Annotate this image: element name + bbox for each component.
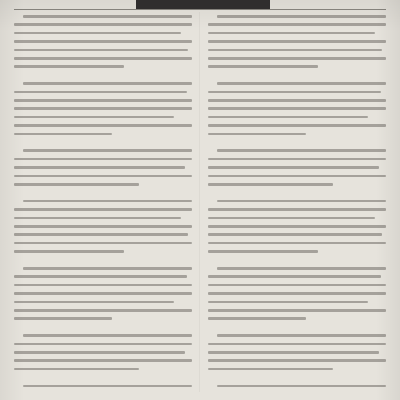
left-text-line <box>14 284 192 287</box>
left-text-line <box>14 275 187 278</box>
left-text-line <box>23 15 192 18</box>
left-text-line <box>14 250 124 253</box>
right-text-line <box>217 200 386 203</box>
left-text-line <box>23 334 192 337</box>
left-text-line <box>14 217 181 220</box>
right-text-line <box>208 23 386 26</box>
right-text-line <box>217 15 386 18</box>
right-text-line <box>208 233 382 236</box>
header-band <box>136 0 270 9</box>
right-text-line <box>217 82 386 85</box>
left-text-line <box>14 183 139 186</box>
left-text-line <box>14 166 185 169</box>
left-text-line <box>14 116 174 119</box>
right-text-line <box>208 32 375 35</box>
right-text-line <box>208 166 379 169</box>
right-text-line <box>217 385 386 388</box>
right-text-line <box>208 107 386 110</box>
right-text-line <box>208 99 386 102</box>
right-text-line <box>208 225 386 228</box>
right-text-line <box>208 242 386 245</box>
left-text-line <box>14 40 192 43</box>
left-text-line <box>14 368 139 371</box>
left-text-line <box>14 309 192 312</box>
left-text-line <box>23 200 192 203</box>
right-text-line <box>208 309 386 312</box>
left-text-line <box>14 158 192 161</box>
left-text-line <box>14 225 192 228</box>
right-text-line <box>217 267 386 270</box>
left-text-line <box>14 343 192 346</box>
left-text-line <box>14 32 181 35</box>
left-text-line <box>14 233 188 236</box>
left-text-line <box>14 91 187 94</box>
right-text-line <box>208 57 386 60</box>
left-text-line <box>14 23 192 26</box>
left-text-line <box>14 242 192 245</box>
left-text-line <box>14 57 192 60</box>
right-text-line <box>208 343 386 346</box>
right-text-line <box>217 334 386 337</box>
left-text-line <box>14 351 185 354</box>
right-text-line <box>208 49 382 52</box>
right-text-line <box>208 116 368 119</box>
right-text-line <box>208 292 386 295</box>
right-text-line <box>208 175 386 178</box>
left-text-line <box>14 107 192 110</box>
left-text-line <box>14 208 192 211</box>
left-text-line <box>23 385 192 388</box>
right-text-line <box>208 301 368 304</box>
right-text-line <box>208 359 386 362</box>
left-text-line <box>14 99 192 102</box>
left-text-line <box>14 301 174 304</box>
right-text-line <box>208 91 381 94</box>
left-text-line <box>14 359 192 362</box>
right-column <box>208 12 386 396</box>
right-text-line <box>208 284 386 287</box>
right-text-line <box>208 40 386 43</box>
left-text-line <box>14 175 192 178</box>
right-text-line <box>217 149 386 152</box>
left-column <box>14 12 192 396</box>
left-text-line <box>14 317 112 320</box>
left-text-line <box>14 124 192 127</box>
left-text-line <box>14 65 124 68</box>
right-text-line <box>208 368 333 371</box>
left-text-line <box>23 149 192 152</box>
right-text-line <box>208 124 386 127</box>
right-text-line <box>208 250 318 253</box>
header-rule <box>14 9 386 10</box>
right-text-line <box>208 217 375 220</box>
column-gutter <box>199 12 200 392</box>
left-text-line <box>14 49 188 52</box>
right-text-line <box>208 275 381 278</box>
left-text-line <box>14 133 112 136</box>
right-text-line <box>208 133 306 136</box>
left-text-line <box>23 82 192 85</box>
right-text-line <box>208 65 318 68</box>
right-text-line <box>208 158 386 161</box>
left-text-line <box>23 267 192 270</box>
right-text-line <box>208 183 333 186</box>
right-text-line <box>208 351 379 354</box>
left-text-line <box>14 292 192 295</box>
right-text-line <box>208 208 386 211</box>
right-text-line <box>208 317 306 320</box>
